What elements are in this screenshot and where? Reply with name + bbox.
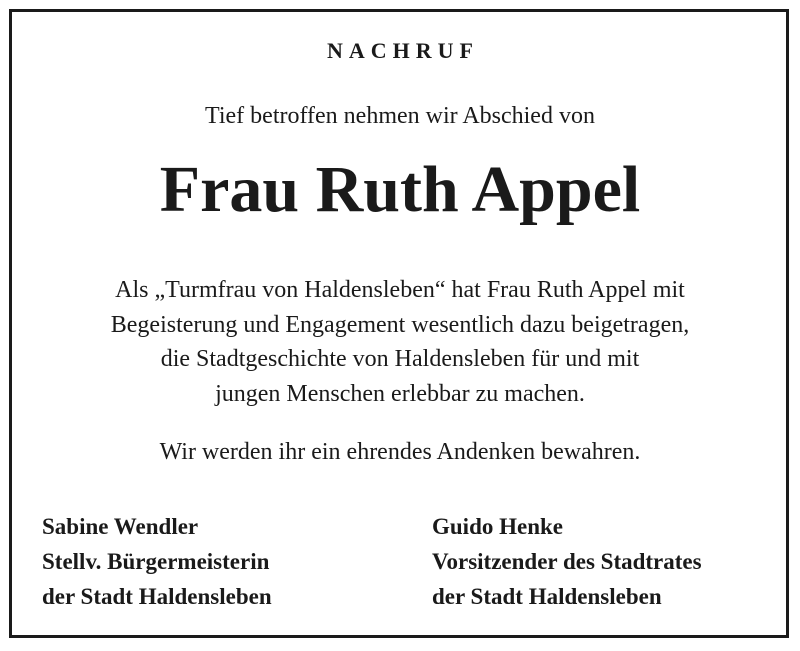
deceased-name: Frau Ruth Appel bbox=[159, 153, 641, 226]
tribute-line: Begeisterung und Engagement wesentlich dazu beigetragen, bbox=[110, 311, 690, 338]
signatory-org: der Stadt Haldensleben bbox=[432, 584, 662, 609]
obituary-heading: NACHRUF bbox=[327, 38, 479, 63]
signatory-name: Guido Henke bbox=[432, 514, 564, 539]
tribute-line: jungen Menschen erlebbar zu machen. bbox=[215, 380, 585, 407]
tribute-line: die Stadtgeschichte von Haldensleben für und mit bbox=[160, 346, 640, 372]
intro-line: Tief betroffen nehmen wir Abschied von bbox=[205, 103, 595, 129]
signatory-org: der Stadt Haldensleben bbox=[42, 584, 272, 609]
closing-line: Wir werden ihr ein ehrendes Andenken bewahren. bbox=[159, 439, 641, 465]
signatory-name: Sabine Wendler bbox=[42, 514, 199, 539]
tribute-text bbox=[0, 273, 800, 411]
tribute-line: Als „Turmfrau von Haldensleben“ hat Frau Ruth Appel mit bbox=[115, 277, 685, 303]
signatory-left bbox=[42, 509, 272, 614]
signatory-title: Vorsitzender des Stadtrates bbox=[432, 549, 702, 574]
signatory-title: Stellv. Bürgermeisterin bbox=[42, 549, 270, 574]
signatory-right bbox=[432, 509, 702, 614]
